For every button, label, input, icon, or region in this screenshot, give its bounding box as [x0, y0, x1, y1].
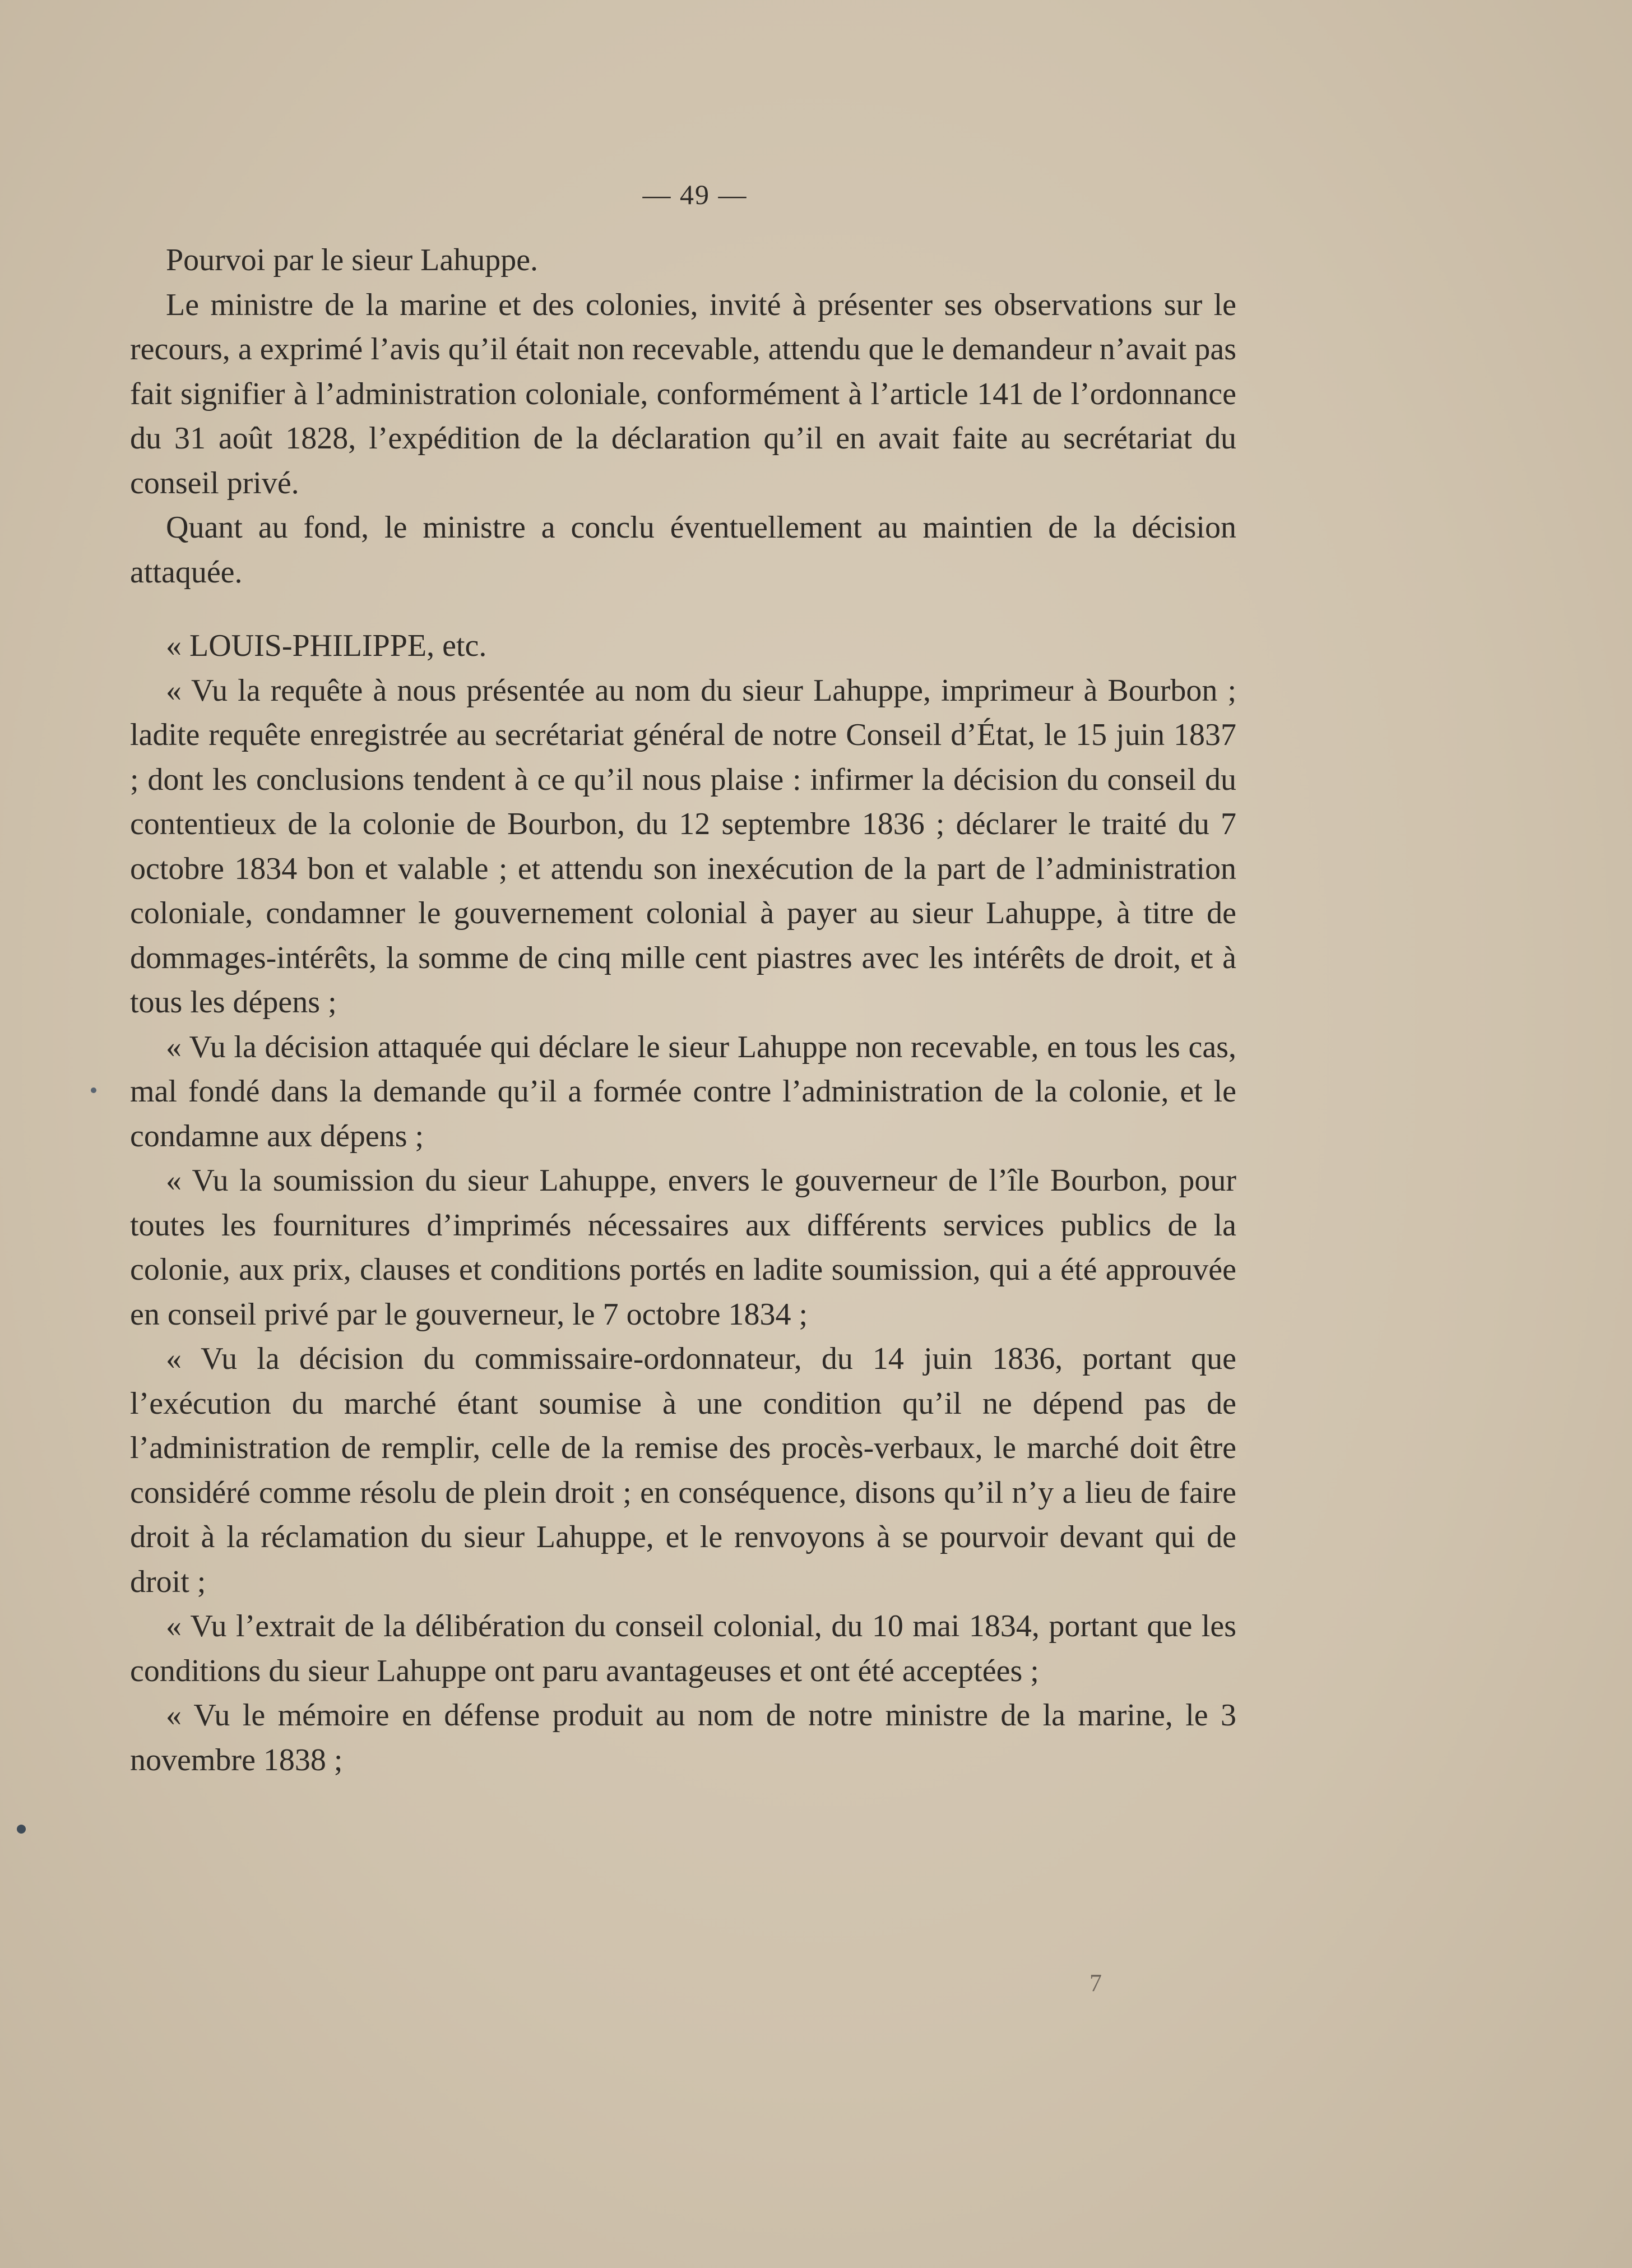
paragraph-pourvoi: Pourvoi par le sieur Lahuppe.: [166, 243, 539, 277]
paragraph-ministre-observations: Le ministre de la marine et des colonies, invité à présenter ses observations sur le recours, a exprimé l’avis qu’il était non recevable, attendu que le demandeur n’avait pas fait signifier à l’administration coloniale, conformément à l’article 141 de l’ordonnance du 31 août 1828, l’expédition de la déclaration qu’il en avait faite au secrétariat du conseil privé.: [130, 287, 1236, 501]
paragraph-vu-soumission: « Vu la soumission du sieur Lahuppe, envers le gouverneur de l’île Bourbon, pour toutes les fournitures d’imprimés nécessaires aux différents services publics de la colonie, aux prix, clauses et conditions portés en ladite soumission, qui a été approuvée en conseil privé par le gouverneur, le 7 octobre 1834 ;: [130, 1163, 1236, 1332]
margin-spot-upper: [91, 1087, 96, 1093]
page-body: [130, 238, 1236, 1783]
paragraph-vu-memoire-defense: « Vu le mémoire en défense produit au nom de notre ministre de la marine, le 3 novembre 1838 ;: [130, 1698, 1236, 1778]
paragraph-vu-requete: « Vu la requête à nous présentée au nom du sieur Lahuppe, imprimeur à Bourbon ; ladite requête enregistrée au secrétariat général de notre Conseil d’État, le 15 juin 1837 ; dont les conclusions tendent à ce qu’il nous plaise : infirmer la décision du conseil du contentieux de la colonie de Bourbon, du 12 septembre 1836 ; déclarer le traité du 7 octobre 1834 bon et valable ; et attendu son inexécution de la part de l’administration coloniale, condamner le gouvernement colonial à payer au sieur Lahuppe, à titre de dommages-intérêts, la somme de cinq mille cent piastres avec les intérêts de droit, et à tous les dépens ;: [130, 673, 1236, 1020]
paragraph-vu-decision-commissaire: « Vu la décision du commissaire-ordonnateur, du 14 juin 1836, portant que l’exécution du marché étant soumise à une condition qu’il ne dépend pas de l’administration de remplir, celle de la remise des procès-verbaux, le marché doit être considéré comme résolu de plein droit ; en conséquence, disons qu’il n’y a lieu de faire droit à la réclamation du sieur Lahuppe, et le renvoyons à se pourvoir devant qui de droit ;: [130, 1341, 1236, 1599]
page-number: — 49 —: [642, 179, 748, 210]
signature-mark: 7: [1089, 1969, 1102, 1997]
paragraph-vu-extrait-deliberation: « Vu l’extrait de la délibération du conseil colonial, du 10 mai 1834, portant que les conditions du sieur Lahuppe ont paru avantageuses et ont été acceptées ;: [130, 1609, 1236, 1688]
paragraph-quant-au-fond: Quant au fond, le ministre a conclu éventuellement au maintien de la décision attaquée.: [130, 510, 1236, 590]
margin-spot-lower: [17, 1825, 26, 1834]
paragraph-vu-decision-attaquee: « Vu la décision attaquée qui déclare le sieur Lahuppe non recevable, en tous les cas, mal fondé dans la demande qu’il a formée contre l’administration de la colonie, et le condamne aux dépens ;: [130, 1029, 1236, 1154]
paragraph-louis-philippe: « LOUIS-PHILIPPE, etc.: [166, 628, 487, 663]
